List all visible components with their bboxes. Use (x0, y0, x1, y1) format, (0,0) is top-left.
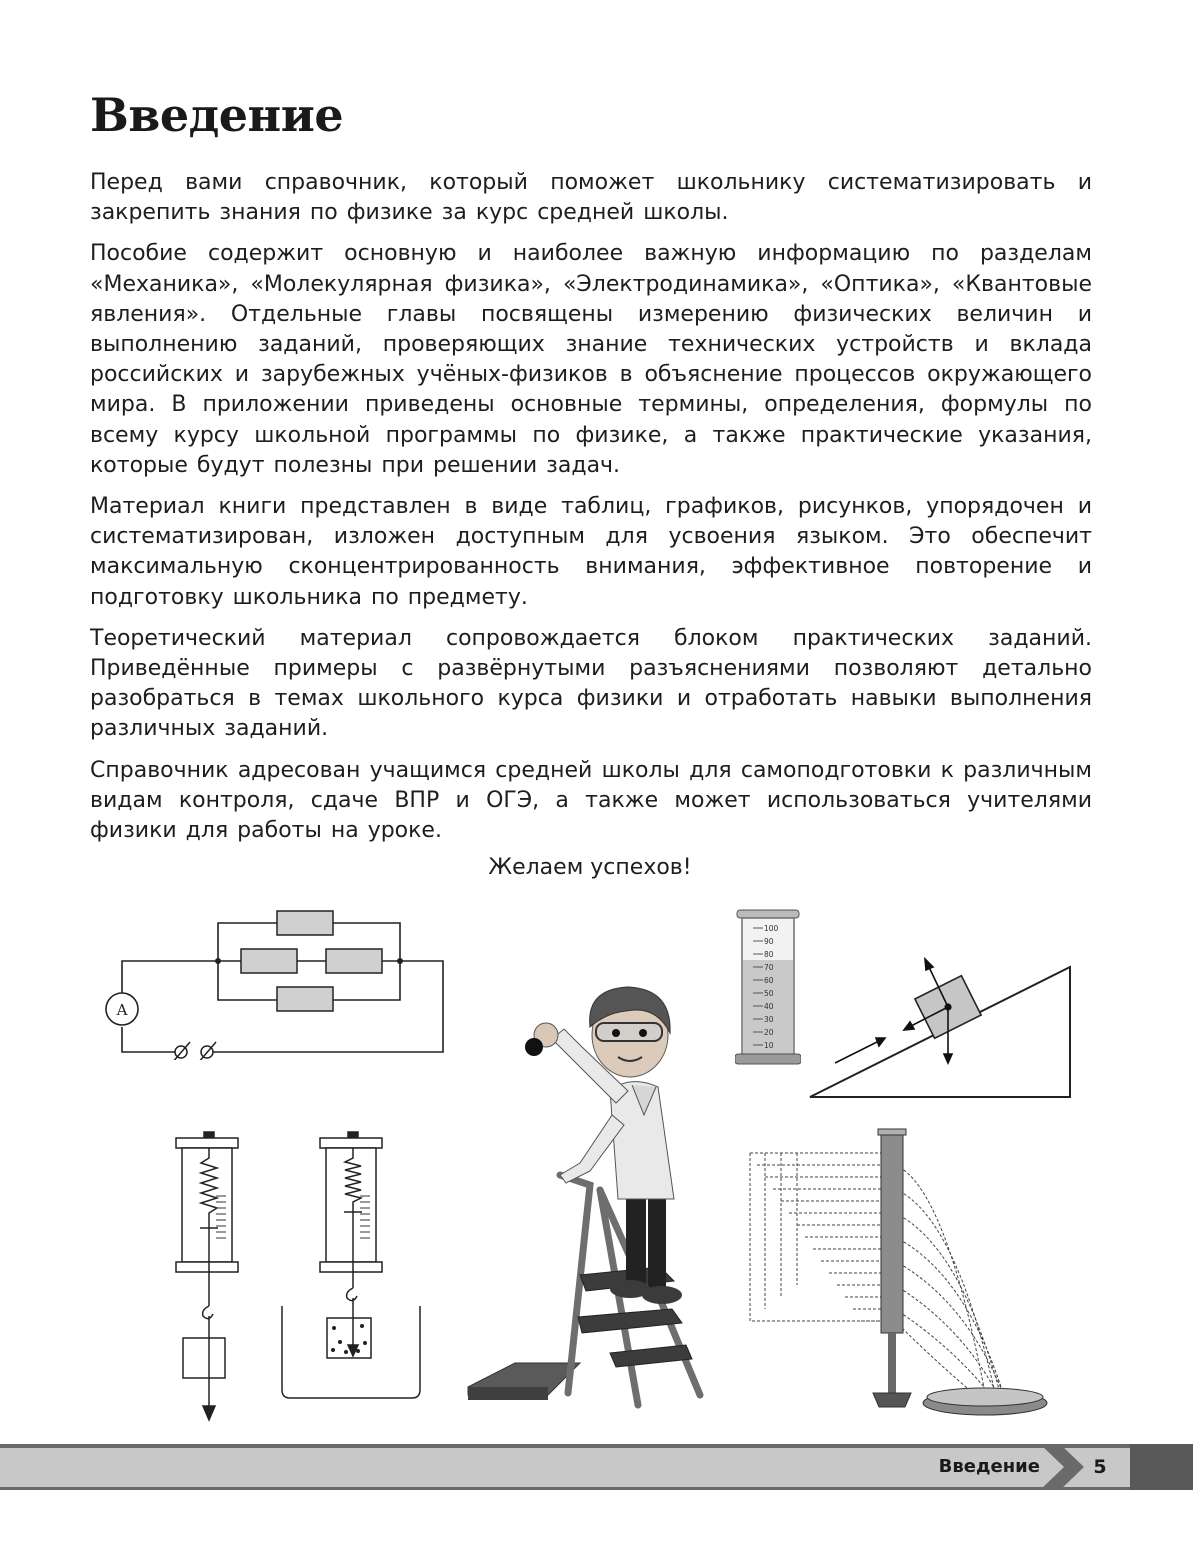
scale-label: 70 (764, 963, 774, 972)
paragraph: Теоретический материал сопровождается блоком практических заданий. Приведённые примеры с развёрнутыми разъяснениями позволяют детально разобраться в темах школьного курса физики и отработать навыки выполнения различных заданий. (90, 625, 1092, 742)
resistor (326, 949, 382, 973)
scale-label: 90 (764, 937, 774, 946)
ammeter-label: A (116, 1001, 128, 1019)
spring-dynamometers (170, 1128, 430, 1423)
inclined-plane (805, 950, 1080, 1100)
paragraph: Материал книги представлен в виде таблиц, графиков, рисунков, упорядочен и систематизирован, изложен доступным для усвоения языком. Это обеспечит максимальную сконцентрированность внимания, эффективное повторение и подготовку школьника по предмету. (90, 494, 1092, 610)
measuring-cylinder (735, 908, 801, 1066)
scale-label: 20 (764, 1028, 774, 1037)
resistor (277, 911, 333, 935)
scale-label: 80 (764, 950, 774, 959)
page-number: 5 (1093, 1456, 1107, 1478)
scale-label: 100 (764, 924, 779, 933)
closing-wish: Желаем успехов! (488, 855, 692, 880)
footer-section-label: Введение (938, 1456, 1040, 1477)
scale-label: 40 (764, 1002, 774, 1011)
paragraph: Перед вами справочник, который поможет школьнику систематизировать и закрепить знания по физике за курс средней школы. (90, 170, 1092, 226)
student-illustration (460, 975, 725, 1415)
resistor (241, 949, 297, 973)
paragraph: Пособие содержит основную и наиболее важную информацию по разделам «Механика», «Молекулярная физика», «Электродинамика», «Оптика», «Квантовые явления». Отдельные главы посвящены измерению физических величин и выполнению заданий, проверяющих знание технических устройств и вклада российских и зарубежных учёных-физиков в объяснение процессов окружающего мира. В приложении приведены основные термины, определения, формулы по всему курсу школьной программы по физике, а также практические указания, которые будут полезны при решении задач. (90, 241, 1092, 478)
intro-text (90, 168, 1092, 857)
scale-label: 30 (764, 1015, 774, 1024)
torricelli-vessel (745, 1125, 1055, 1425)
key-terminals (172, 1042, 216, 1060)
scale-label: 50 (764, 989, 774, 998)
resistor (277, 987, 333, 1011)
scale-label: 10 (764, 1041, 774, 1050)
circuit-diagram (100, 905, 450, 1060)
page-title: Введение (90, 88, 344, 142)
scale-label: 60 (764, 976, 774, 985)
paragraph: Справочник адресован учащимся средней школы для самоподготовки к различным видам контроля, сдаче ВПР и ОГЭ, а также может использоваться учителями физики для работы на уроке. (90, 757, 1092, 844)
